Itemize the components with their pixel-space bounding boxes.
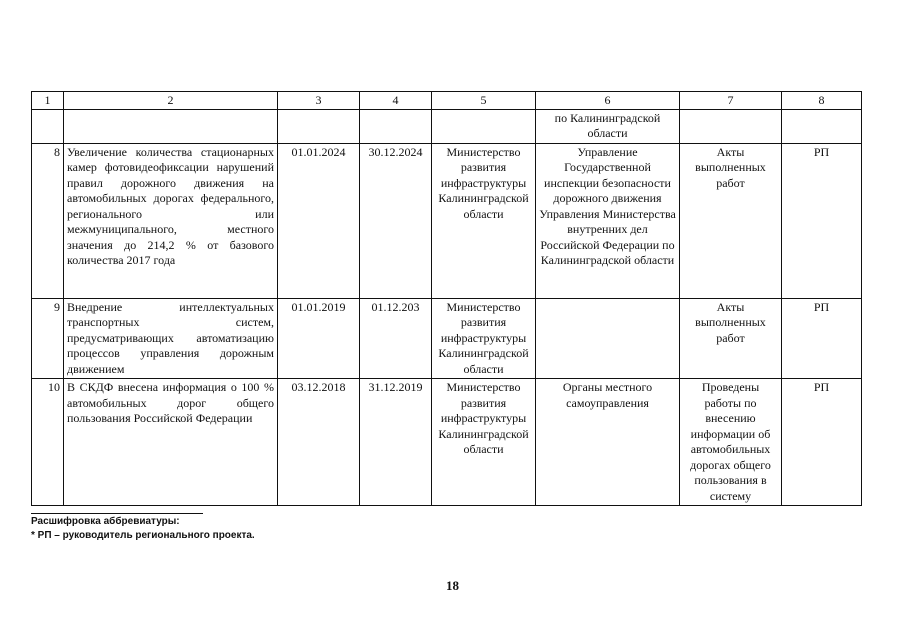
continuation-cell-4 [360,109,432,143]
header-col-5: 5 [432,92,536,110]
header-col-7: 7 [680,92,782,110]
row-task: Увеличение количества стационарных камер фотовидеофиксации нарушений правил дорожного движения на автомобильных дорогах федерального, регионального или межмуниципального, местного значения до 214,2 % от базового количества 2017 года [64,143,278,298]
page-number: 18 [446,578,459,593]
header-col-4: 4 [360,92,432,110]
continuation-cell-3 [278,109,360,143]
header-col-3: 3 [278,92,360,110]
header-row [32,92,862,110]
row-number: 8 [32,143,64,298]
row-responsible: Министерство развития инфраструктуры Калининградской области [432,379,536,506]
row-end-date: 31.12.2019 [360,379,432,506]
row-control: РП [782,379,862,506]
row-coexecutor: Органы местного самоуправления [536,379,680,506]
row-result: Акты выполненных работ [680,143,782,298]
plan-table [31,91,862,506]
table-row [32,143,862,298]
continuation-cell-1 [32,109,64,143]
row-start-date: 03.12.2018 [278,379,360,506]
continuation-cell-5 [432,109,536,143]
row-result: Акты выполненных работ [680,298,782,379]
row-coexecutor [536,298,680,379]
header-col-2: 2 [64,92,278,110]
table-row [32,298,862,379]
row-control: РП [782,143,862,298]
continuation-coexecutor: по Калининградской области [536,109,680,143]
row-end-date: 30.12.2024 [360,143,432,298]
footnote-text: * РП – руководитель регионального проекта. [31,530,255,541]
row-result: Проведены работы по внесению информации об автомобильных дорогах общего пользования в систему [680,379,782,506]
row-coexecutor: Управление Государственной инспекции безопасности дорожного движения Управления Министерства внутренних дел Российской Федерации по Калининградской области [536,143,680,298]
header-col-6: 6 [536,92,680,110]
row-task: Внедрение интеллектуальных транспортных систем, предусматривающих автоматизацию процессов управления дорожным движением [64,298,278,379]
continuation-cell-7 [680,109,782,143]
row-control: РП [782,298,862,379]
header-col-1: 1 [32,92,64,110]
row-number: 9 [32,298,64,379]
row-number: 10 [32,379,64,506]
footnote-title: Расшифровка аббревиатуры: [31,516,180,527]
row-task: В СКДФ внесена информация о 100 % автомобильных дорог общего пользования Российской Федерации [64,379,278,506]
continuation-cell-2 [64,109,278,143]
table-row [32,379,862,506]
row-responsible: Министерство развития инфраструктуры Калининградской области [432,143,536,298]
row-start-date: 01.01.2019 [278,298,360,379]
row-responsible: Министерство развития инфраструктуры Калининградской области [432,298,536,379]
row-end-date: 01.12.203 [360,298,432,379]
header-col-8: 8 [782,92,862,110]
continuation-row [32,109,862,143]
footnote-divider [31,513,203,514]
continuation-cell-8 [782,109,862,143]
row-start-date: 01.01.2024 [278,143,360,298]
